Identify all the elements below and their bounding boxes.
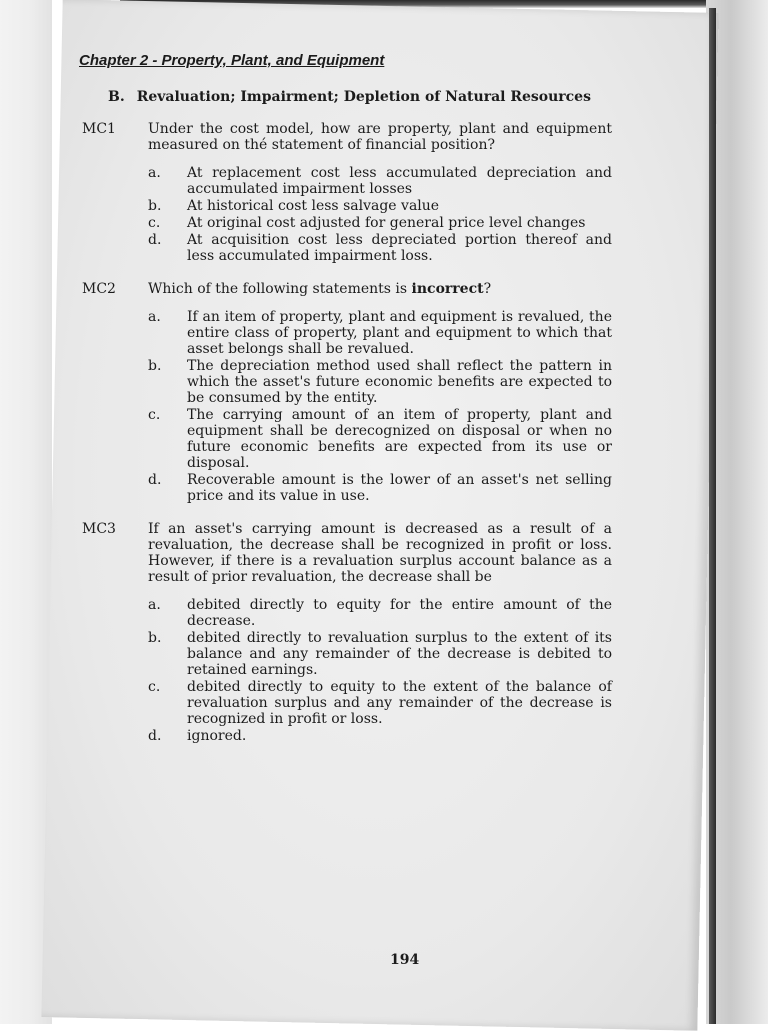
choice-item xyxy=(148,679,612,727)
choice-item xyxy=(148,198,612,214)
section-heading xyxy=(108,89,612,105)
question-stem xyxy=(148,281,612,297)
choice-letter: c. xyxy=(148,215,161,231)
choice-list xyxy=(148,309,612,504)
choice-letter: a. xyxy=(148,165,161,181)
choice-text: debited directly to equity for the entire amount of the decrease. xyxy=(187,597,612,629)
choice-text: If an item of property, plant and equipment is revalued, the entire class of property, plant and equipment to which that asset belongs shall be revalued. xyxy=(187,309,612,357)
choice-text: At historical cost less salvage value xyxy=(187,198,440,214)
stem-text-end: ? xyxy=(483,281,492,297)
choice-item xyxy=(148,630,612,678)
question-mc1 xyxy=(82,121,612,265)
question-number: MC3 xyxy=(82,521,116,537)
choice-item xyxy=(148,232,612,264)
choice-text: At replacement cost less accumulated depreciation and accumulated impairment losses xyxy=(187,165,612,197)
choice-list xyxy=(148,597,612,744)
question-number: MC2 xyxy=(82,281,116,297)
choice-letter: b. xyxy=(148,198,162,214)
section-letter: B. xyxy=(108,89,125,105)
choice-text: At acquisition cost less depreciated portion thereof and less accumulated impairment loss. xyxy=(187,232,612,264)
choice-item xyxy=(148,215,612,231)
page-content xyxy=(79,52,612,745)
choice-item xyxy=(148,358,612,406)
choice-text: debited directly to equity to the extent of the balance of revaluation surplus and any remainder of the decrease is recognized in profit or loss. xyxy=(187,679,612,727)
chapter-title: Chapter 2 - Property, Plant, and Equipment xyxy=(79,52,385,69)
choice-item xyxy=(148,309,612,357)
choice-text: ignored. xyxy=(187,728,247,744)
choice-text: The depreciation method used shall reflect the pattern in which the asset's future economic benefits are expected to be consumed by the entity. xyxy=(187,358,612,406)
choice-text: debited directly to revaluation surplus to the extent of its balance and any remainder of the decrease is debited to retained earnings. xyxy=(187,630,612,678)
question-number: MC1 xyxy=(82,121,116,137)
choice-letter: d. xyxy=(148,472,162,488)
choice-letter: a. xyxy=(148,309,161,325)
choice-letter: d. xyxy=(148,728,162,744)
question-mc3 xyxy=(82,521,612,745)
question-mc2 xyxy=(82,281,612,505)
choice-item xyxy=(148,728,612,744)
section-title: Revaluation; Impairment; Depletion of Natural Resources xyxy=(136,89,591,105)
question-stem: Under the cost model, how are property, plant and equipment measured on thé statement of financial position? xyxy=(148,121,612,153)
page-number: 194 xyxy=(390,952,420,968)
choice-letter: c. xyxy=(148,407,161,423)
choice-letter: b. xyxy=(148,358,162,374)
stem-text: Which of the following statements is xyxy=(148,281,412,297)
choice-item xyxy=(148,597,612,629)
question-stem: If an asset's carrying amount is decreased as a result of a revaluation, the decrease shall be recognized in profit or loss. However, if there is a revaluation surplus account balance as a result of prior revaluation, the decrease shall be xyxy=(148,521,612,585)
choice-letter: d. xyxy=(148,232,162,248)
choice-text: At original cost adjusted for general price level changes xyxy=(187,215,586,231)
choice-text: Recoverable amount is the lower of an asset's net selling price and its value in use. xyxy=(187,472,612,504)
choice-letter: a. xyxy=(148,597,161,613)
choice-letter: b. xyxy=(148,630,162,646)
choice-item xyxy=(148,165,612,197)
book-spine xyxy=(709,8,716,1024)
choice-text: The carrying amount of an item of property, plant and equipment shall be derecognized on disposal or when no future economic benefits are expected from its use or disposal. xyxy=(187,407,612,471)
choice-letter: c. xyxy=(148,679,161,695)
stem-emphasis: incorrect xyxy=(411,281,484,297)
choice-item xyxy=(148,407,612,471)
choice-item xyxy=(148,472,612,504)
choice-list xyxy=(148,165,612,264)
